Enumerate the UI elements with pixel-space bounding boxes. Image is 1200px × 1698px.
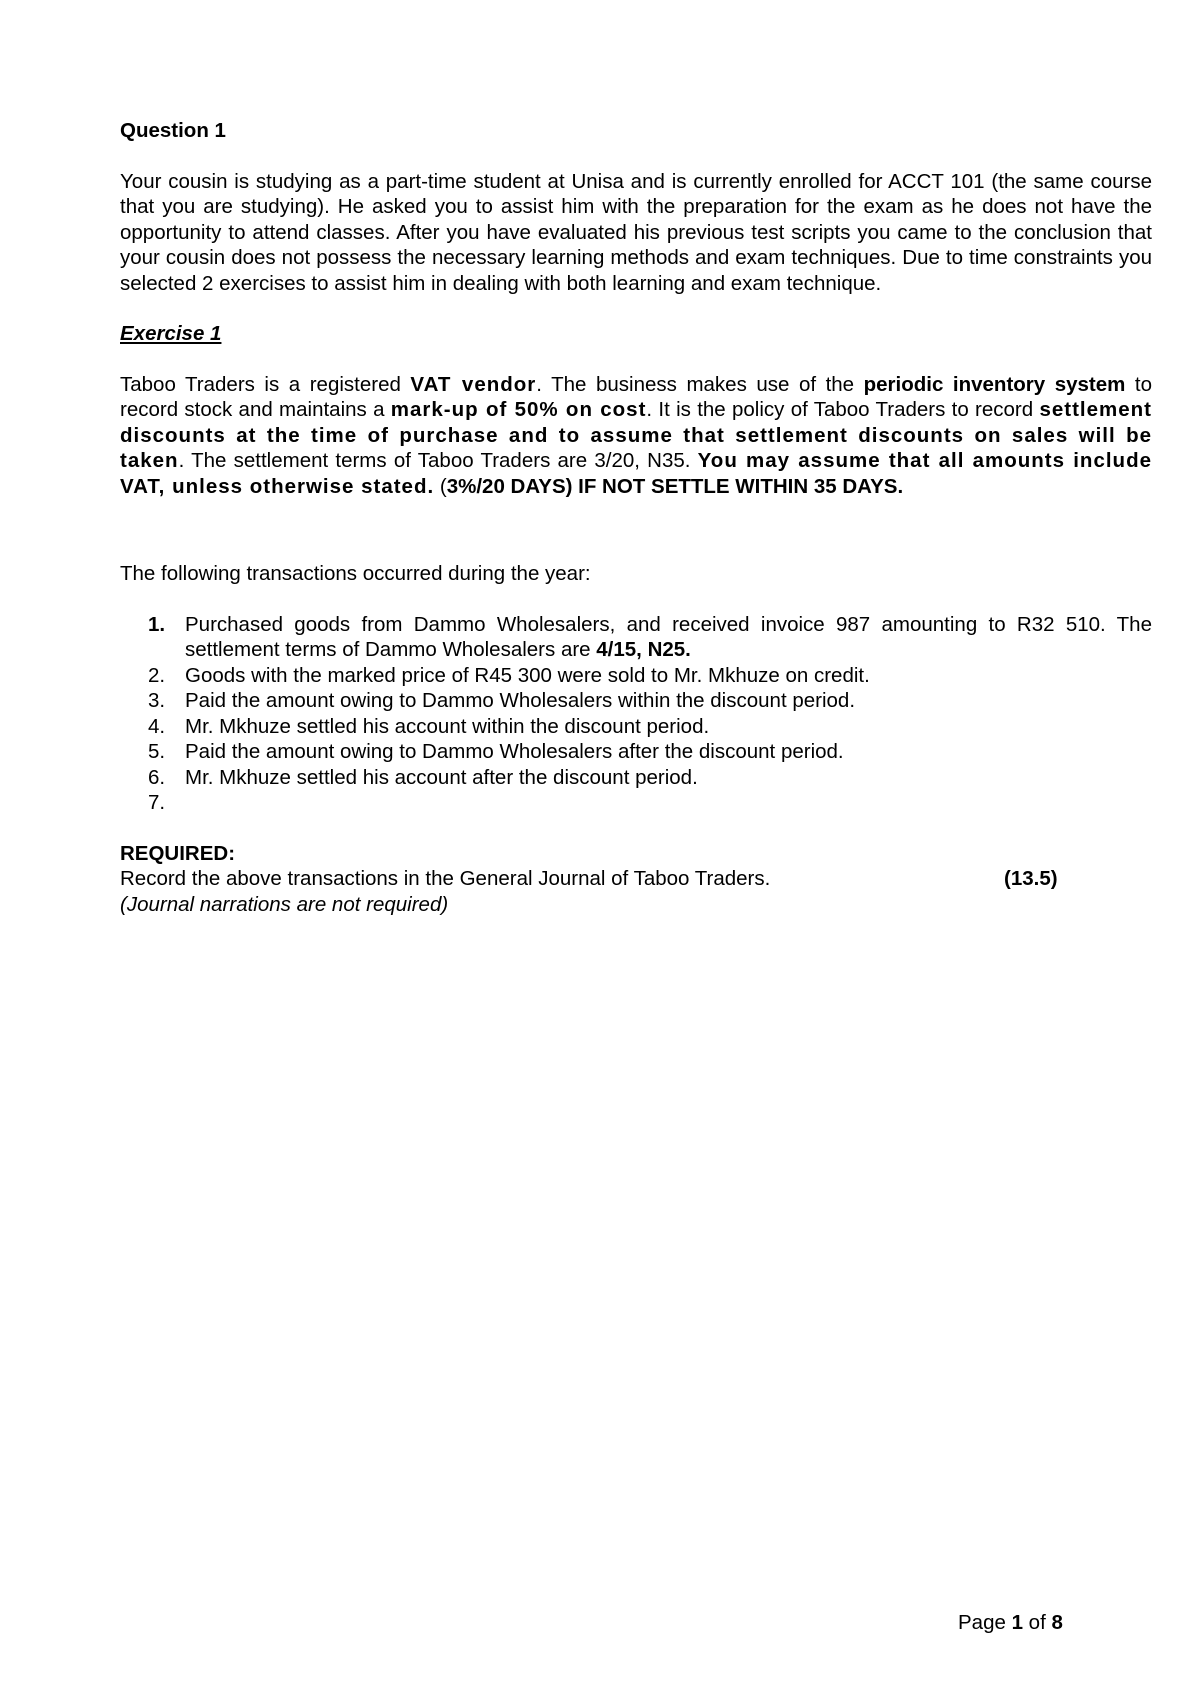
footer-middle: of (1022, 1611, 1052, 1634)
list-item-text: Paid the amount owing to Dammo Wholesalers after the discount period. (185, 740, 844, 763)
ex-bold-settlement: settlement discounts at the time of purchase and to assume that settlement discounts on sales will be taken (120, 398, 1152, 472)
list-item-text: Paid the amount owing to Dammo Wholesalers within the discount period. (185, 689, 856, 712)
ex-text-6: ( (434, 474, 447, 498)
list-item (120, 688, 1152, 714)
transactions-list (120, 612, 1152, 816)
list-item-number: 4. (148, 714, 166, 738)
question-title: Question 1 (120, 119, 226, 142)
required-note: (Journal narrations are not required) (120, 892, 449, 916)
marks-allocation: (13.5) (1004, 867, 1058, 890)
required-instruction: Record the above transactions in the General Journal of Taboo Traders. (120, 867, 771, 890)
ex-text-3: to record stock and maintains a (120, 372, 1153, 421)
intro-paragraph: Your cousin is studying as a part-time student at Unisa and is currently enrolled for ACCT 101 (the same course that you are studying). He asked you to assist him with the preparation for the exam as he does not have the opportunity to attend classes. After you have evaluated his previous test scripts you came to the conclusion that your cousin does not possess the necessary learning methods and exam techniques. Due to time constraints you selected 2 exercises to assist him in dealing with both learning and exam technique. (120, 169, 1152, 295)
list-item-text (185, 791, 191, 814)
list-item (120, 790, 1152, 816)
ex-bold-markup: mark-up of 50% on cost (390, 398, 647, 421)
ex-text-4: . It is the policy of Taboo Traders to record (646, 398, 1040, 421)
footer-total-pages: 8 (1051, 1611, 1063, 1634)
list-item (120, 714, 1152, 740)
required-heading: REQUIRED: (120, 841, 236, 865)
list-item-number: 6. (148, 765, 166, 789)
list-item-text: Mr. Mkhuze settled his account within the discount period. (185, 714, 710, 738)
list-item-text: Goods with the marked price of R45 300 were sold to Mr. Mkhuze on credit. (185, 663, 870, 687)
ex-bold-assume: You may assume that all amounts include VAT, unless otherwise stated. (120, 449, 1152, 498)
ex-bold-vat-vendor: VAT vendor (410, 372, 537, 396)
list-item-text: Purchased goods from Dammo Wholesalers, and received invoice 987 amounting to R32 510. The settlement terms of Dammo Wholesalers are (185, 612, 1152, 661)
list-item (120, 612, 1152, 663)
list-item-number: 7. (148, 791, 166, 814)
ex-bold-terms: 3%/20 DAYS) IF NOT SETTLE WITHIN 35 DAYS. (446, 474, 904, 498)
list-item-text: Mr. Mkhuze settled his account after the discount period. (185, 765, 698, 789)
ex-text-1: Taboo Traders is a registered (120, 372, 411, 396)
list-item-bold-tail: 4/15, N25. (596, 638, 691, 661)
list-item (120, 663, 1152, 689)
exercise-title: Exercise 1 (120, 322, 222, 345)
list-item-number: 5. (148, 740, 166, 763)
list-item-number: 2. (148, 663, 166, 687)
list-item-number: 1. (148, 612, 166, 636)
list-item (120, 739, 1152, 765)
page-footer (958, 1610, 1063, 1636)
document-page (120, 118, 1152, 917)
required-row (120, 866, 1152, 892)
ex-text-2: . The business makes use of the (536, 372, 864, 396)
list-item (120, 765, 1152, 791)
footer-current-page: 1 (1011, 1611, 1023, 1634)
exercise-paragraph (120, 372, 1152, 500)
list-item-number: 3. (148, 689, 166, 712)
ex-text-5: . The settlement terms of Taboo Traders are 3/20, N35. (178, 449, 698, 472)
ex-bold-periodic: periodic inventory system (863, 372, 1126, 396)
footer-prefix: Page (958, 1611, 1012, 1634)
transactions-intro: The following transactions occurred during the year: (120, 562, 591, 585)
